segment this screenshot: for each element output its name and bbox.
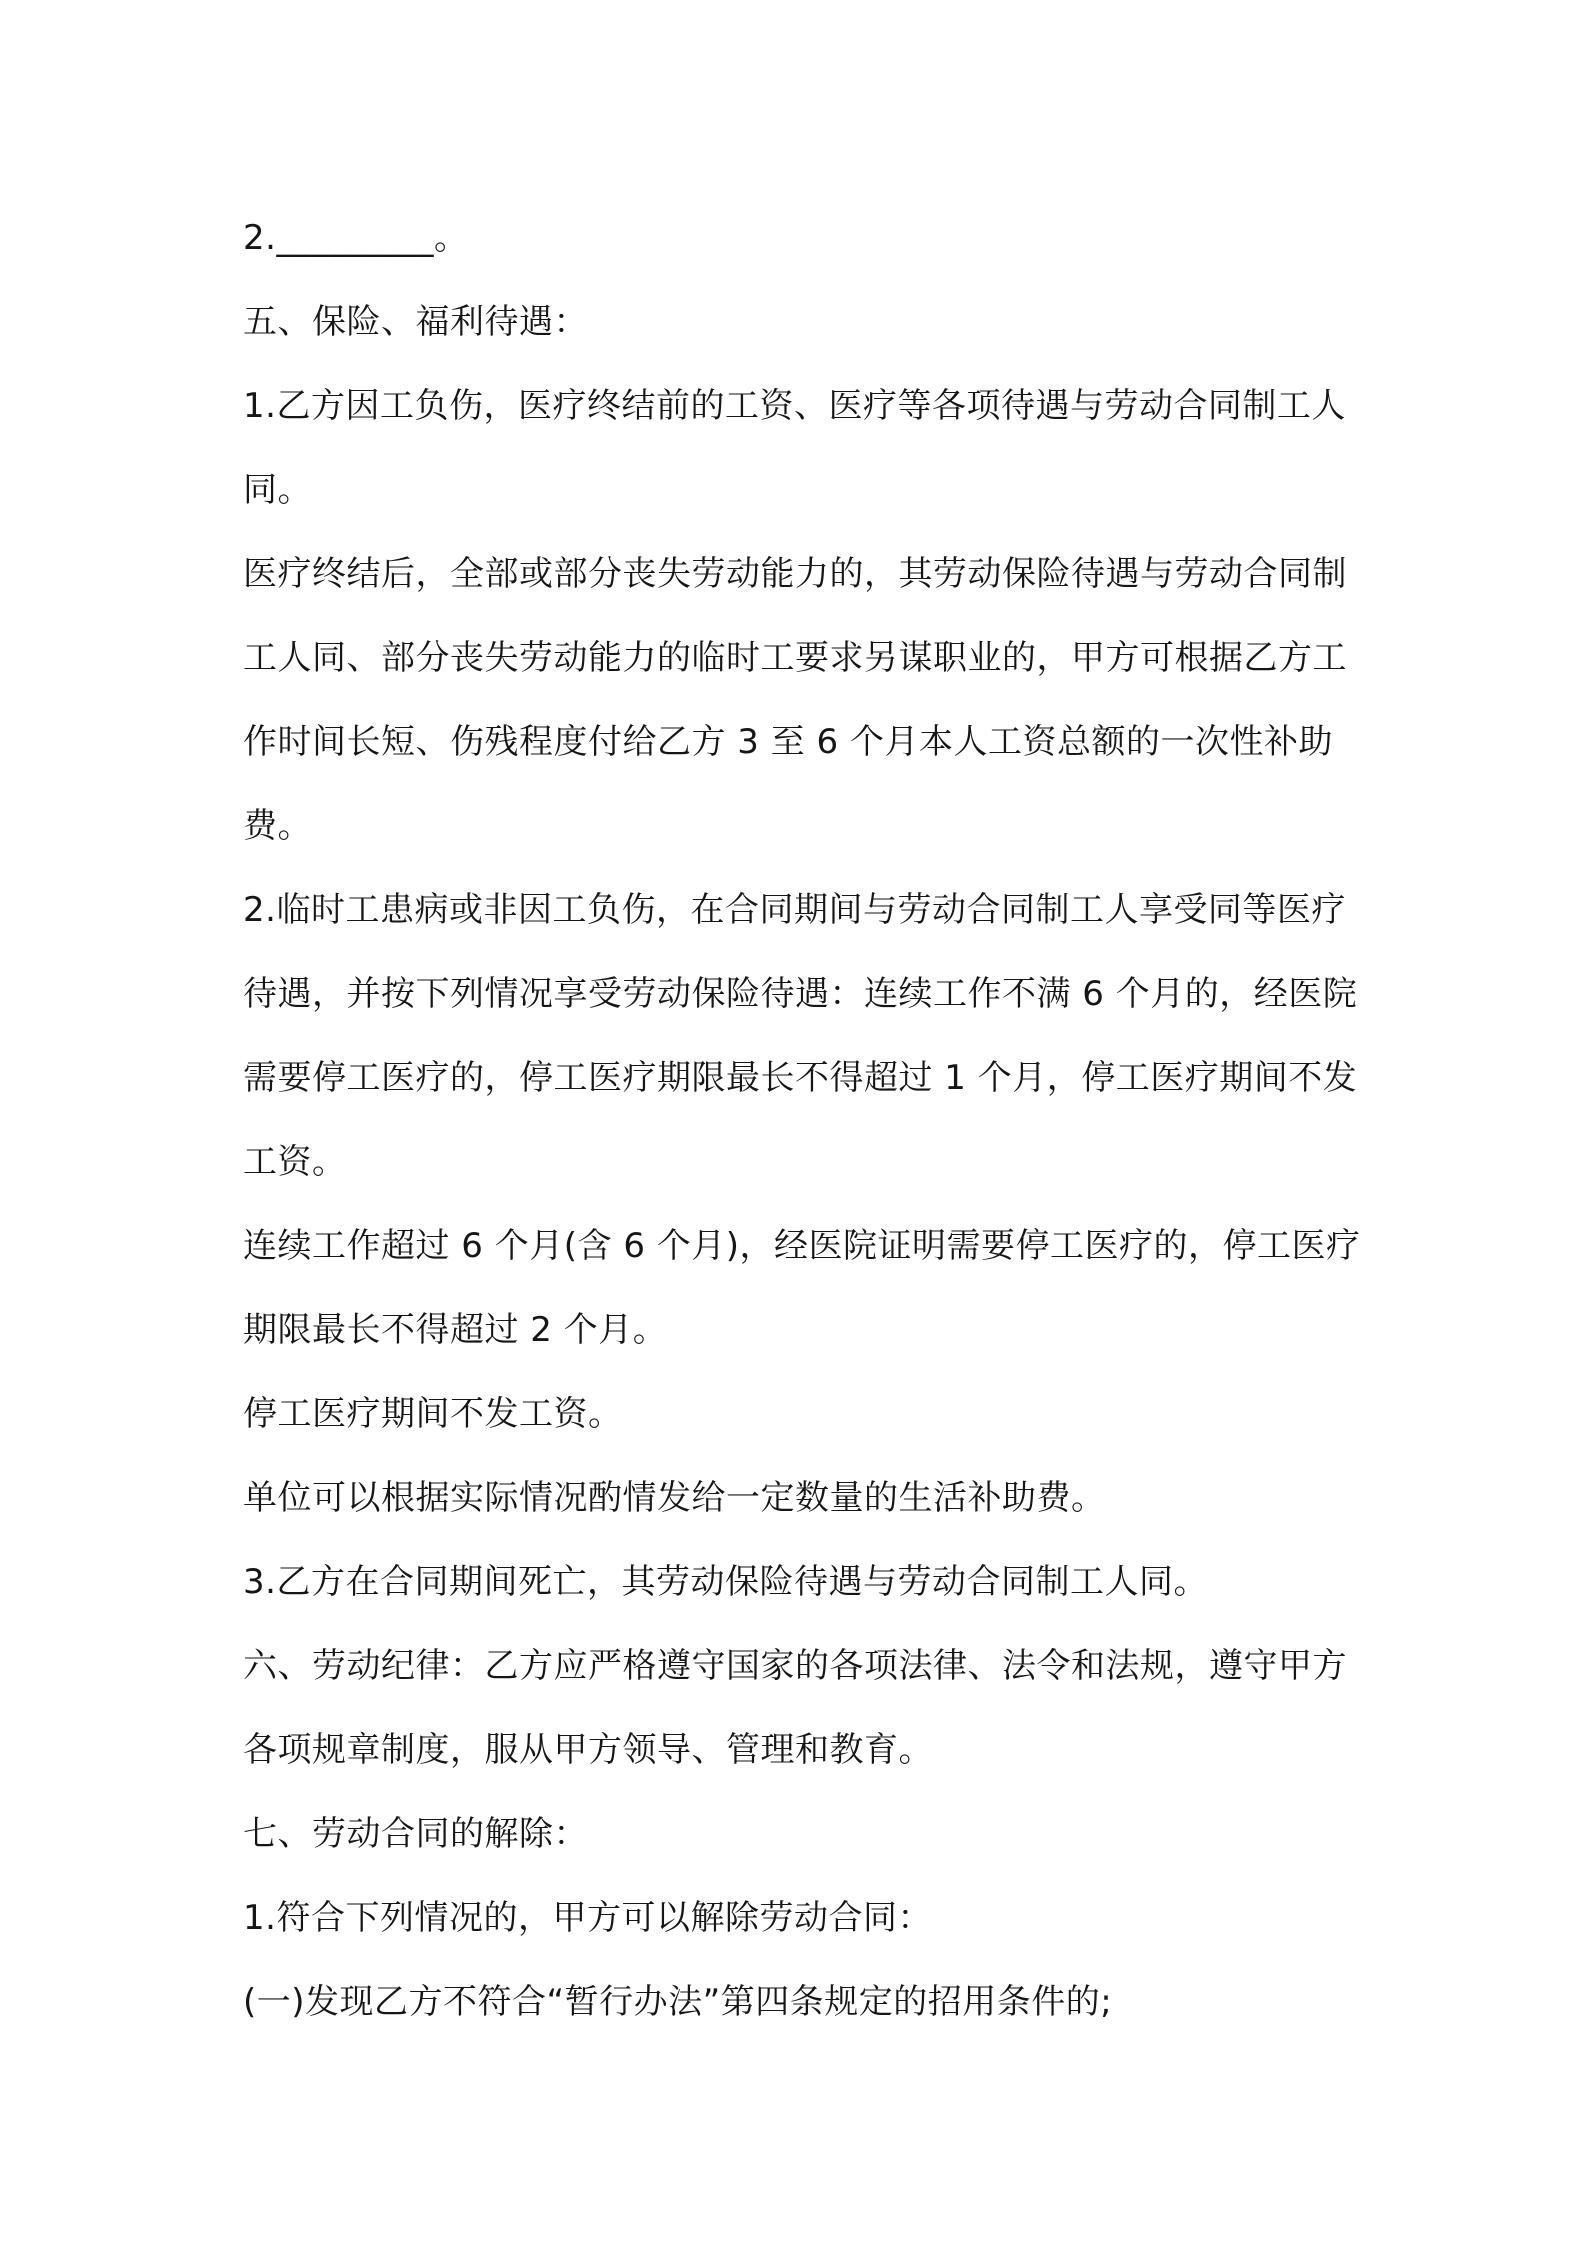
paragraph-work-injury: 1.乙方因工负伤，医疗终结前的工资、医疗等各项待遇与劳动合同制工人同。 bbox=[243, 386, 1346, 510]
paragraph-no-wages: 停工医疗期间不发工资。 bbox=[243, 1394, 623, 1434]
paragraph-termination-conditions: 1.符合下列情况的，甲方可以解除劳动合同： bbox=[243, 1898, 932, 1938]
paragraph-condition-one: (一)发现乙方不符合“暂行办法”第四条规定的招用条件的; bbox=[243, 1982, 1113, 2022]
paragraph-blank-item: 2._________。 bbox=[243, 218, 469, 258]
paragraph-over-six-months: 连续工作超过 6 个月(含 6 个月)，经医院证明需要停工医疗的，停工医疗期限最长不得超过 2 个月。 bbox=[243, 1226, 1361, 1350]
section-heading-insurance-welfare: 五、保险、福利待遇： bbox=[243, 302, 588, 342]
document-body bbox=[243, 196, 1363, 2044]
paragraph-living-allowance: 单位可以根据实际情况酌情发给一定数量的生活补助费。 bbox=[243, 1478, 1106, 1518]
section-heading-contract-termination: 七、劳动合同的解除： bbox=[243, 1814, 588, 1854]
paragraph-after-medical-treatment: 医疗终结后，全部或部分丧失劳动能力的，其劳动保险待遇与劳动合同制工人同、部分丧失劳动能力的临时工要求另谋职业的，甲方可根据乙方工作时间长短、伤残程度付给乙方 3 至 6 个月本人工资总额的一次性补助费。 bbox=[243, 554, 1347, 846]
paragraph-illness-non-work-injury: 2.临时工患病或非因工负伤，在合同期间与劳动合同制工人享受同等医疗待遇，并按下列情况享受劳动保险待遇：连续工作不满 6 个月的，经医院需要停工医疗的，停工医疗期限最长不得超过 1 个月，停工医疗期间不发工资。 bbox=[243, 890, 1358, 1182]
paragraph-death-during-contract: 3.乙方在合同期间死亡，其劳动保险待遇与劳动合同制工人同。 bbox=[243, 1562, 1208, 1602]
section-heading-labor-discipline: 六、劳动纪律：乙方应严格遵守国家的各项法律、法令和法规，遵守甲方各项规章制度，服从甲方领导、管理和教育。 bbox=[243, 1646, 1347, 1770]
